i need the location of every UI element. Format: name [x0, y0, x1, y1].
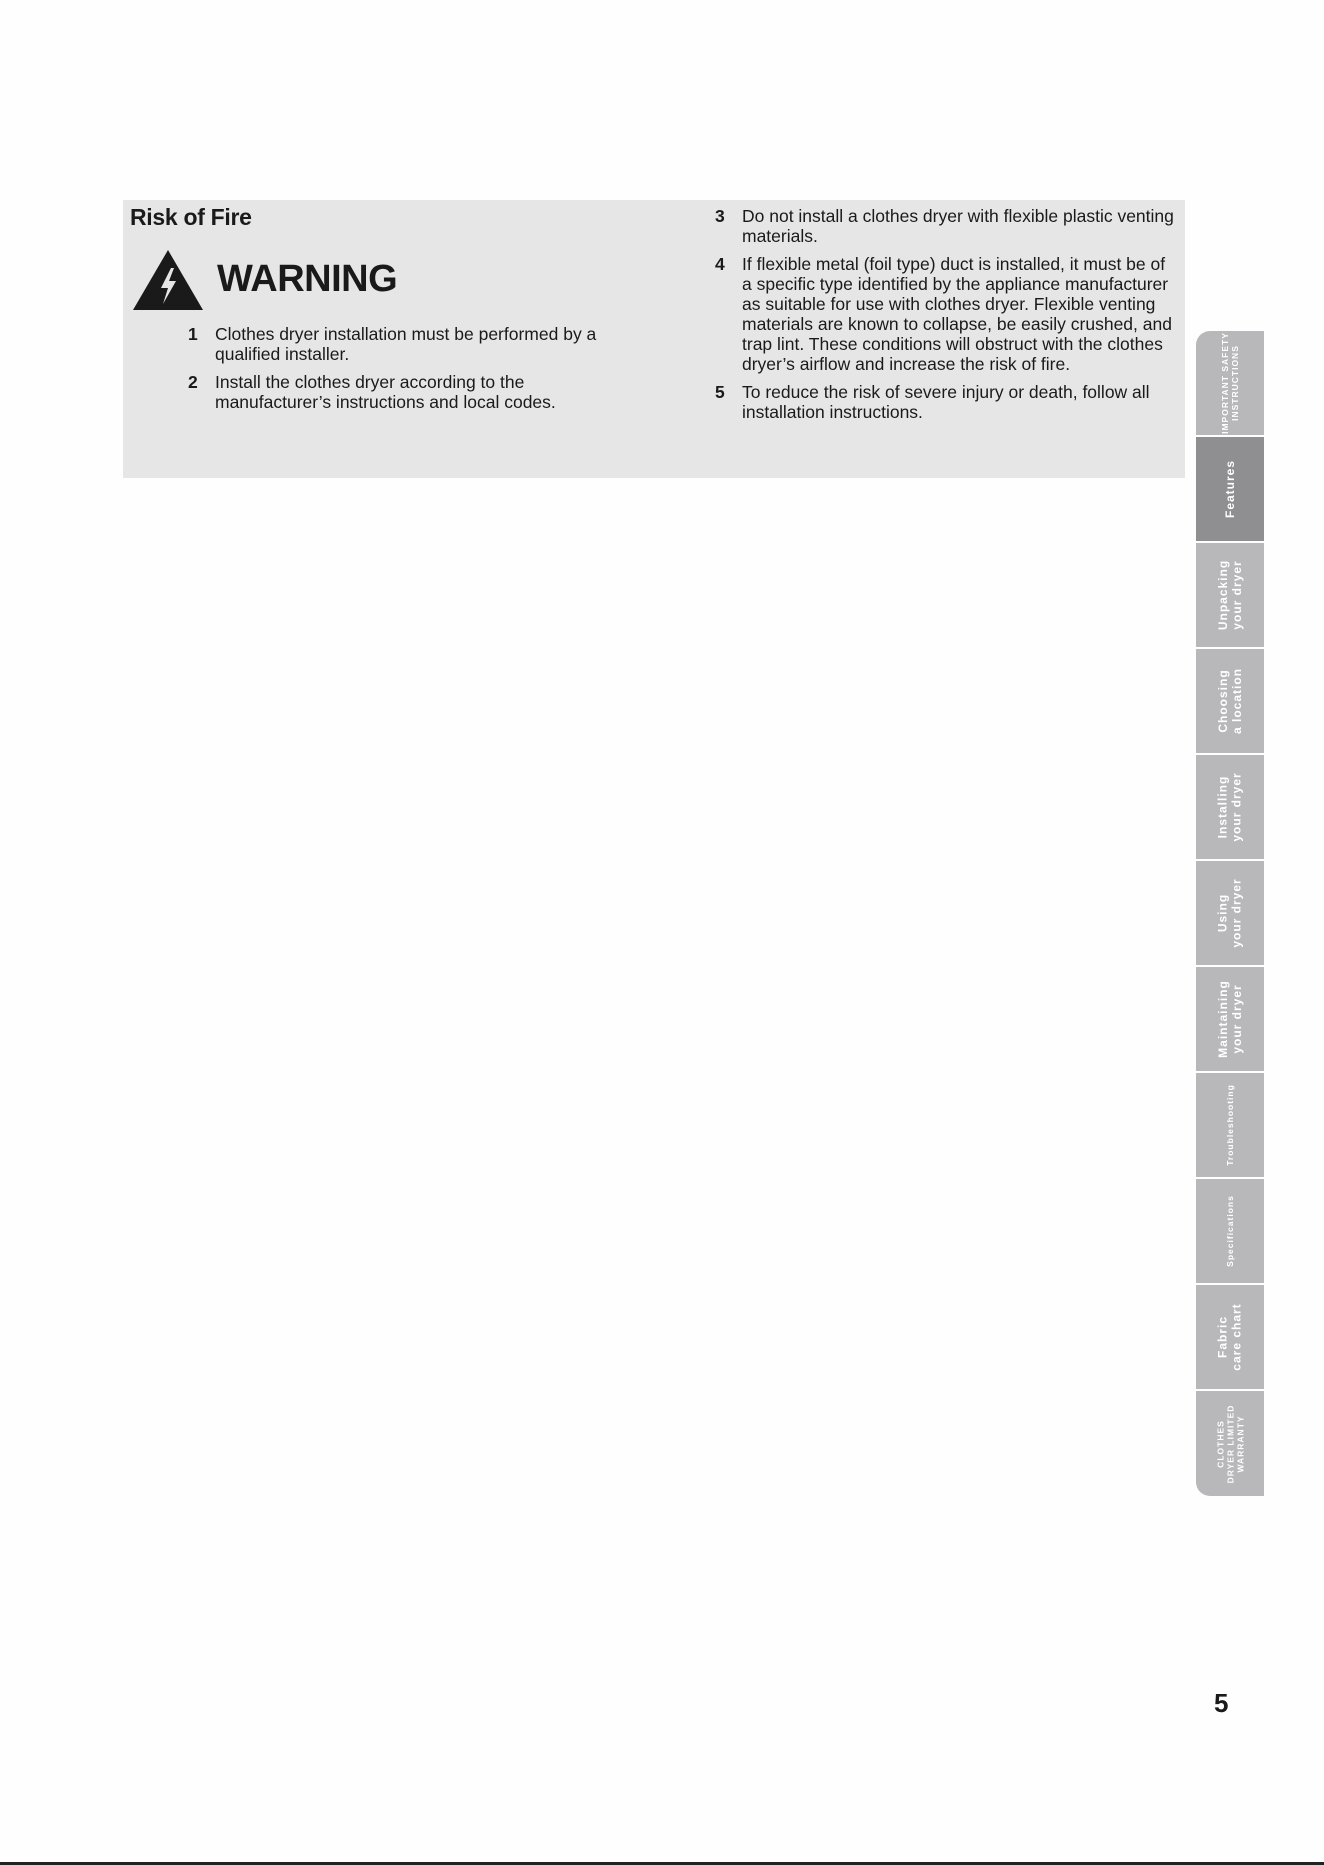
- tab-label: Fabric care chart: [1216, 1303, 1244, 1371]
- section-title: Risk of Fire: [130, 204, 252, 230]
- tab-troubleshooting[interactable]: [1196, 1073, 1264, 1178]
- item-text: Do not install a clothes dryer with flexible plastic venting materials.: [742, 206, 1174, 246]
- tab-label: Unpacking your dryer: [1216, 559, 1244, 631]
- instruction-list-left: [188, 324, 628, 420]
- list-item: [715, 206, 1175, 246]
- tab-important-safety-instructions[interactable]: [1196, 331, 1264, 436]
- instruction-list-right: [715, 206, 1175, 430]
- tab-unpacking-your-dryer[interactable]: [1196, 543, 1264, 648]
- warning-header: [131, 248, 431, 314]
- list-item: [715, 254, 1175, 374]
- tab-features[interactable]: [1196, 437, 1264, 542]
- item-text: Install the clothes dryer according to the manufacturer’s instructions and local codes.: [215, 372, 556, 412]
- item-text: If flexible metal (foil type) duct is installed, it must be of a specific type identified by the appliance manufacturer as suitable for use with clothes dryer. Flexible venting materials are known to collapse, be easily crushed, and trap lint. These conditions will obstruct with the clothes dryer’s airflow and increase the risk of fire.: [742, 254, 1172, 374]
- tab-maintaining-your-dryer[interactable]: [1196, 967, 1264, 1072]
- section-tabs: [1196, 331, 1264, 1506]
- tab-clothes-dryer-limited-warranty[interactable]: [1196, 1391, 1264, 1496]
- tab-installing-your-dryer[interactable]: [1196, 755, 1264, 860]
- tab-label: Features: [1223, 459, 1237, 519]
- page-number: 5: [1214, 1688, 1229, 1718]
- list-item: [188, 324, 628, 364]
- tab-label: IMPORTANT SAFETY INSTRUCTIONS: [1220, 332, 1241, 434]
- item-text: To reduce the risk of severe injury or death, follow all installation instructions.: [742, 382, 1150, 422]
- item-number: 4: [715, 254, 725, 274]
- electric-shock-warning-icon: [131, 248, 205, 312]
- tab-label: CLOTHES DRYER LIMITED WARRANTY: [1215, 1404, 1246, 1483]
- signal-word: WARNING: [217, 258, 398, 300]
- item-number: 1: [188, 324, 198, 344]
- tab-choosing-a-location[interactable]: [1196, 649, 1264, 754]
- tab-label: Maintaining your dryer: [1216, 980, 1245, 1058]
- item-number: 2: [188, 372, 198, 392]
- list-item: [188, 372, 628, 412]
- tab-label: Troubleshooting: [1225, 1084, 1236, 1166]
- tab-label: Choosing a location: [1215, 667, 1244, 735]
- item-number: 3: [715, 206, 725, 226]
- warning-box: [123, 200, 1185, 478]
- tab-label: Specifications: [1225, 1195, 1236, 1267]
- tab-fabric-care-chart[interactable]: [1196, 1285, 1264, 1390]
- tab-label: Installing your dryer: [1216, 772, 1245, 842]
- item-number: 5: [715, 382, 725, 402]
- tab-specifications[interactable]: [1196, 1179, 1264, 1284]
- list-item: [715, 382, 1175, 422]
- tab-label: Using your dryer: [1216, 878, 1245, 948]
- tab-using-your-dryer[interactable]: [1196, 861, 1264, 966]
- item-text: Clothes dryer installation must be performed by a qualified installer.: [215, 324, 597, 364]
